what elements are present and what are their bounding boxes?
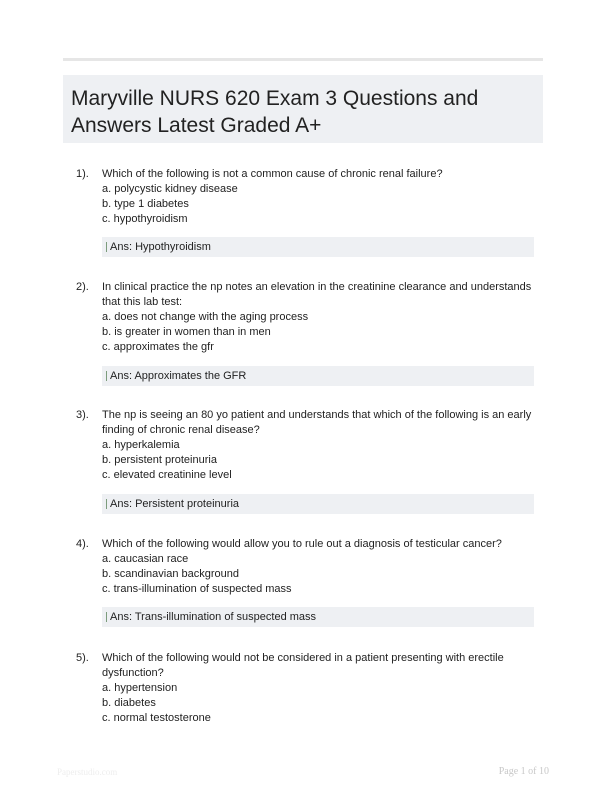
question-text: The np is seeing an 80 yo patient and understands that which of the following is an early finding of chronic renal disease? bbox=[102, 409, 532, 436]
option-a: a. polycystic kidney disease bbox=[102, 183, 238, 195]
answer-box: Ans: Trans-illumination of suspected mass bbox=[102, 607, 534, 627]
option-c: c. trans-illumination of suspected mass bbox=[102, 583, 292, 595]
page-indicator: Page 1 of 10 bbox=[498, 766, 549, 777]
title-banner bbox=[63, 75, 543, 143]
question-body bbox=[102, 167, 534, 227]
answer-box: Ans: Approximates the GFR bbox=[102, 366, 534, 386]
option-c: c. elevated creatinine level bbox=[102, 469, 232, 481]
option-a: a. hypertension bbox=[102, 682, 178, 694]
top-divider bbox=[63, 58, 543, 61]
question-number: 2). bbox=[76, 281, 89, 293]
question-text: Which of the following would not be considered in a patient presenting with erectile dysfunction? bbox=[102, 652, 504, 679]
option-a: a. hyperkalemia bbox=[102, 439, 180, 451]
question-number: 1). bbox=[76, 168, 89, 180]
question-body bbox=[102, 651, 534, 726]
answer-box: Ans: Persistent proteinuria bbox=[102, 494, 534, 514]
option-b: b. persistent proteinuria bbox=[102, 454, 217, 466]
option-c: c. normal testosterone bbox=[102, 712, 211, 724]
footer-watermark: Paperstudio.com bbox=[57, 767, 118, 777]
question-body bbox=[102, 408, 534, 483]
question-number: 3). bbox=[76, 409, 89, 421]
option-b: b. type 1 diabetes bbox=[102, 198, 189, 210]
answer-box: Ans: Hypothyroidism bbox=[102, 237, 534, 257]
question-text: In clinical practice the np notes an elevation in the creatinine clearance and understands that this lab test: bbox=[102, 281, 532, 308]
option-c: c. approximates the gfr bbox=[102, 341, 214, 353]
question-number: 5). bbox=[76, 652, 89, 664]
option-b: b. scandinavian background bbox=[102, 568, 239, 580]
question-body bbox=[102, 537, 534, 597]
option-c: c. hypothyroidism bbox=[102, 213, 188, 225]
question-body bbox=[102, 280, 534, 355]
question-text: Which of the following is not a common cause of chronic renal failure? bbox=[102, 168, 443, 180]
question-text: Which of the following would allow you to rule out a diagnosis of testicular cancer? bbox=[102, 538, 502, 550]
question-number: 4). bbox=[76, 538, 89, 550]
option-a: a. caucasian race bbox=[102, 553, 189, 565]
option-a: a. does not change with the aging process bbox=[102, 311, 309, 323]
option-b: b. diabetes bbox=[102, 697, 156, 709]
document-title: Maryville NURS 620 Exam 3 Questions and Answers Latest Graded A+ bbox=[71, 87, 479, 137]
option-b: b. is greater in women than in men bbox=[102, 326, 271, 338]
